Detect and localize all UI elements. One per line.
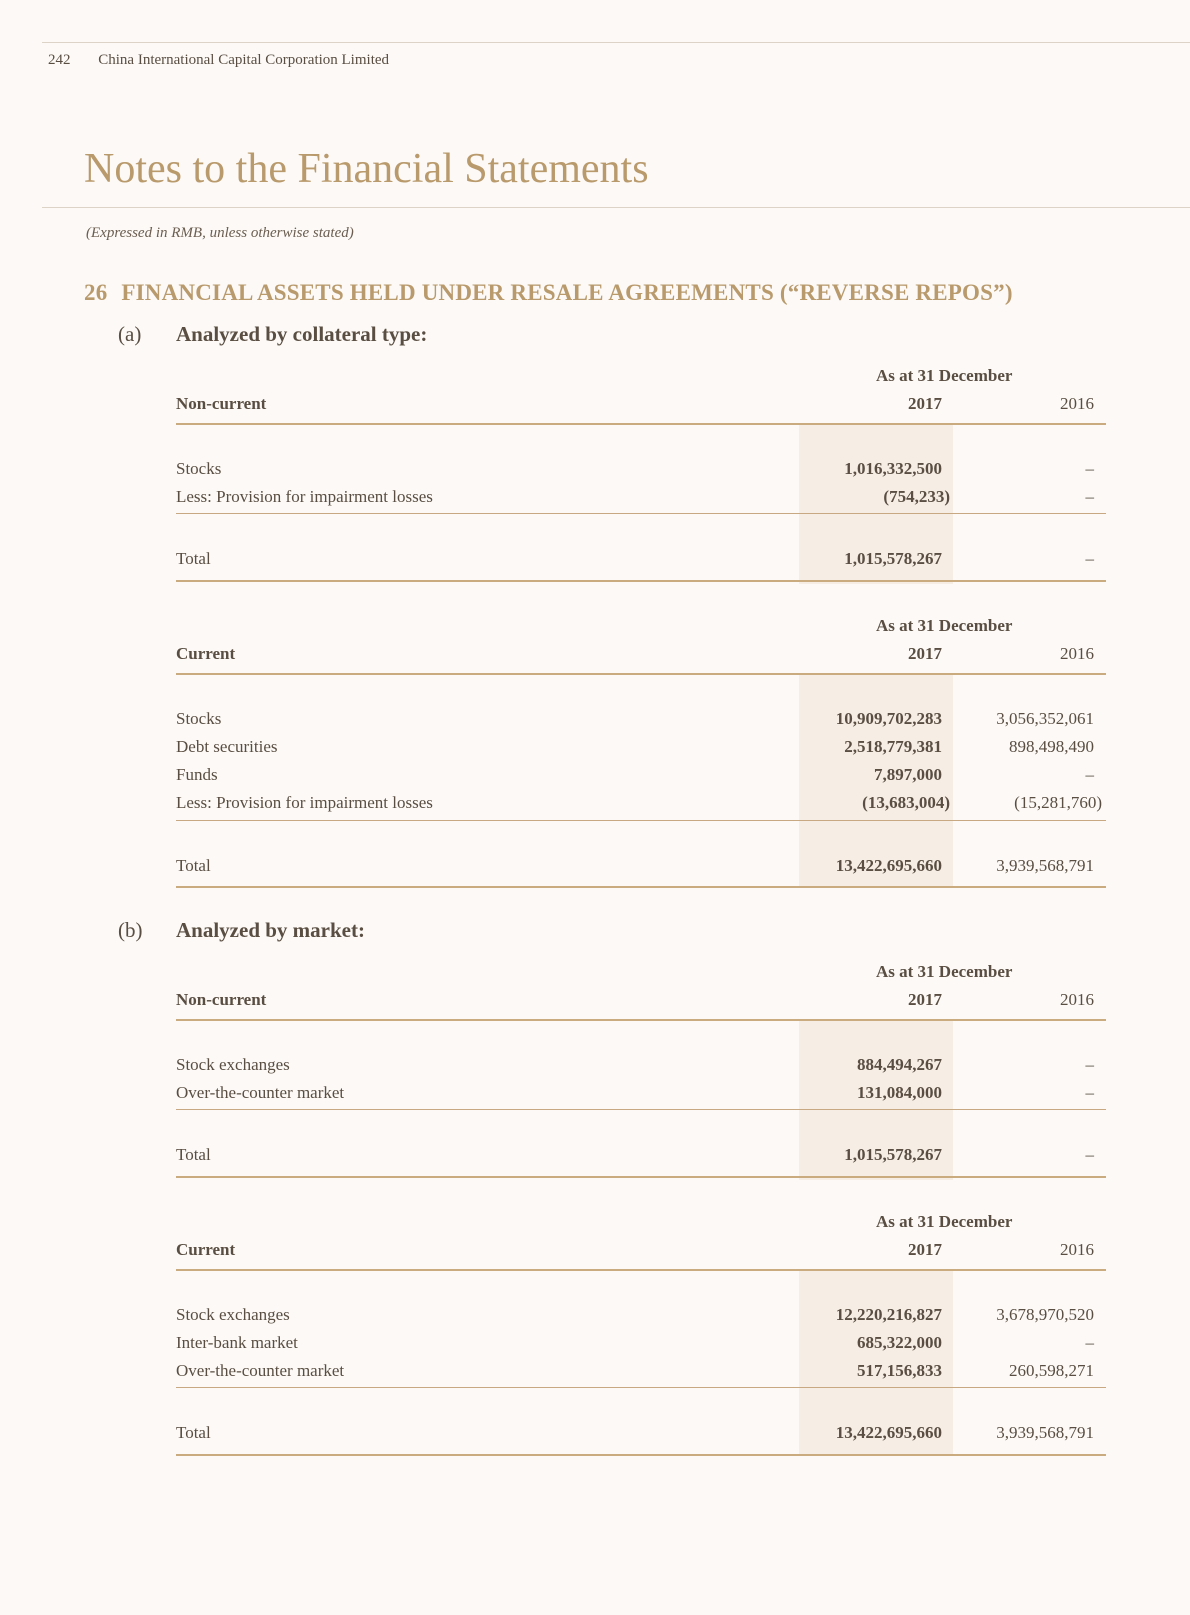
subtotal-rule: [176, 820, 1106, 821]
value-2017: 1,015,578,267: [844, 549, 942, 568]
subtotal-rule: [176, 513, 1106, 514]
category-label: Non-current: [176, 394, 267, 413]
value-2017: 13,422,695,660: [835, 856, 942, 875]
section-title: Analyzed by collateral type:: [176, 322, 428, 346]
company-name: China International Capital Corporation Limited: [98, 52, 390, 68]
row-label: Over-the-counter market: [176, 1361, 345, 1380]
header-rule: [176, 1269, 1106, 1271]
note-title: FINANCIAL ASSETS HELD UNDER RESALE AGREEMENTS (“REVERSE REPOS”): [121, 280, 1013, 305]
as-at-header: As at 31 December: [876, 366, 1013, 385]
row-label: Total: [176, 856, 211, 875]
year-2017: 2017: [908, 1240, 942, 1259]
table-row: [176, 1333, 1106, 1355]
note-number: 26: [84, 280, 108, 305]
table-row: [176, 487, 1106, 509]
value-2017: 131,084,000: [857, 1083, 942, 1102]
value-2016: –: [1085, 459, 1094, 478]
row-label: Funds: [176, 765, 218, 784]
value-2016: –: [1085, 765, 1094, 784]
section-label: (a): [118, 322, 142, 346]
table-row: [176, 459, 1106, 481]
page-title: Notes to the Financial Statements: [84, 146, 649, 192]
table-row: [176, 709, 1106, 731]
page-number: 242: [48, 52, 71, 68]
year-2017: 2017: [908, 644, 942, 663]
table-row: [176, 737, 1106, 759]
title-rule: [42, 207, 1190, 208]
value-2016: 3,939,568,791: [996, 856, 1094, 875]
value-2017: 2,518,779,381: [844, 737, 942, 756]
year-2016: 2016: [1060, 1240, 1094, 1259]
total-row: [176, 856, 1106, 878]
as-at-header: As at 31 December: [876, 962, 1013, 981]
note-heading: [84, 280, 1013, 306]
year-2017: 2017: [908, 394, 942, 413]
row-label: Over-the-counter market: [176, 1083, 345, 1102]
row-label: Inter-bank market: [176, 1333, 298, 1352]
header-rule: [176, 673, 1106, 675]
year-2017: 2017: [908, 990, 942, 1009]
running-header: [48, 52, 389, 69]
section-title: Analyzed by market:: [176, 918, 365, 942]
section-label: (b): [118, 918, 143, 942]
value-2017: 7,897,000: [874, 765, 942, 784]
header-rule: [176, 423, 1106, 425]
value-2017: 884,494,267: [857, 1055, 942, 1074]
subtotal-rule: [176, 1109, 1106, 1110]
header-rule: [176, 1019, 1106, 1021]
row-label: Total: [176, 1145, 211, 1164]
value-2016: 3,939,568,791: [996, 1423, 1094, 1442]
value-2017: 1,015,578,267: [844, 1145, 942, 1164]
category-label: Current: [176, 644, 236, 663]
table-row: [176, 1055, 1106, 1077]
value-2017: (754,233): [883, 487, 950, 506]
row-label: Stocks: [176, 709, 222, 728]
total-rule: [176, 886, 1106, 888]
table-row: [176, 1361, 1106, 1383]
table-row: [176, 793, 1106, 815]
value-2017: 12,220,216,827: [835, 1305, 942, 1324]
value-2017: 1,016,332,500: [844, 459, 942, 478]
category-label: Non-current: [176, 990, 267, 1009]
header-rule: [42, 42, 1190, 43]
category-label: Current: [176, 1240, 236, 1259]
value-2016: (15,281,760): [1014, 793, 1102, 812]
value-2016: –: [1085, 1333, 1094, 1352]
year-2016: 2016: [1060, 394, 1094, 413]
row-label: Stocks: [176, 459, 222, 478]
total-rule: [176, 580, 1106, 582]
subtotal-rule: [176, 1387, 1106, 1388]
value-2016: 898,498,490: [1009, 737, 1094, 756]
section-b-heading: [118, 918, 365, 943]
row-label: Total: [176, 1423, 211, 1442]
year-2016: 2016: [1060, 990, 1094, 1009]
row-label: Total: [176, 549, 211, 568]
total-row: [176, 549, 1106, 571]
section-a-heading: [118, 322, 427, 347]
as-at-header: As at 31 December: [876, 1212, 1013, 1231]
table-row: [176, 765, 1106, 787]
value-2016: –: [1085, 1145, 1094, 1164]
as-at-header: As at 31 December: [876, 616, 1013, 635]
total-rule: [176, 1176, 1106, 1178]
value-2016: 260,598,271: [1009, 1361, 1094, 1380]
year-2016: 2016: [1060, 644, 1094, 663]
row-label: Stock exchanges: [176, 1305, 290, 1324]
row-label: Less: Provision for impairment losses: [176, 487, 433, 506]
total-rule: [176, 1454, 1106, 1456]
value-2017: 685,322,000: [857, 1333, 942, 1352]
total-row: [176, 1145, 1106, 1167]
currency-note: (Expressed in RMB, unless otherwise stated): [86, 225, 354, 241]
value-2016: –: [1085, 487, 1094, 506]
value-2016: 3,678,970,520: [996, 1305, 1094, 1324]
value-2016: –: [1085, 1055, 1094, 1074]
value-2016: 3,056,352,061: [996, 709, 1094, 728]
table-row: [176, 1083, 1106, 1105]
table-row: [176, 1305, 1106, 1327]
value-2017: 13,422,695,660: [835, 1423, 942, 1442]
value-2017: 10,909,702,283: [835, 709, 942, 728]
value-2016: –: [1085, 549, 1094, 568]
row-label: Debt securities: [176, 737, 278, 756]
row-label: Less: Provision for impairment losses: [176, 793, 433, 812]
value-2017: (13,683,004): [862, 793, 950, 812]
value-2016: –: [1085, 1083, 1094, 1102]
row-label: Stock exchanges: [176, 1055, 290, 1074]
total-row: [176, 1423, 1106, 1445]
value-2017: 517,156,833: [857, 1361, 942, 1380]
